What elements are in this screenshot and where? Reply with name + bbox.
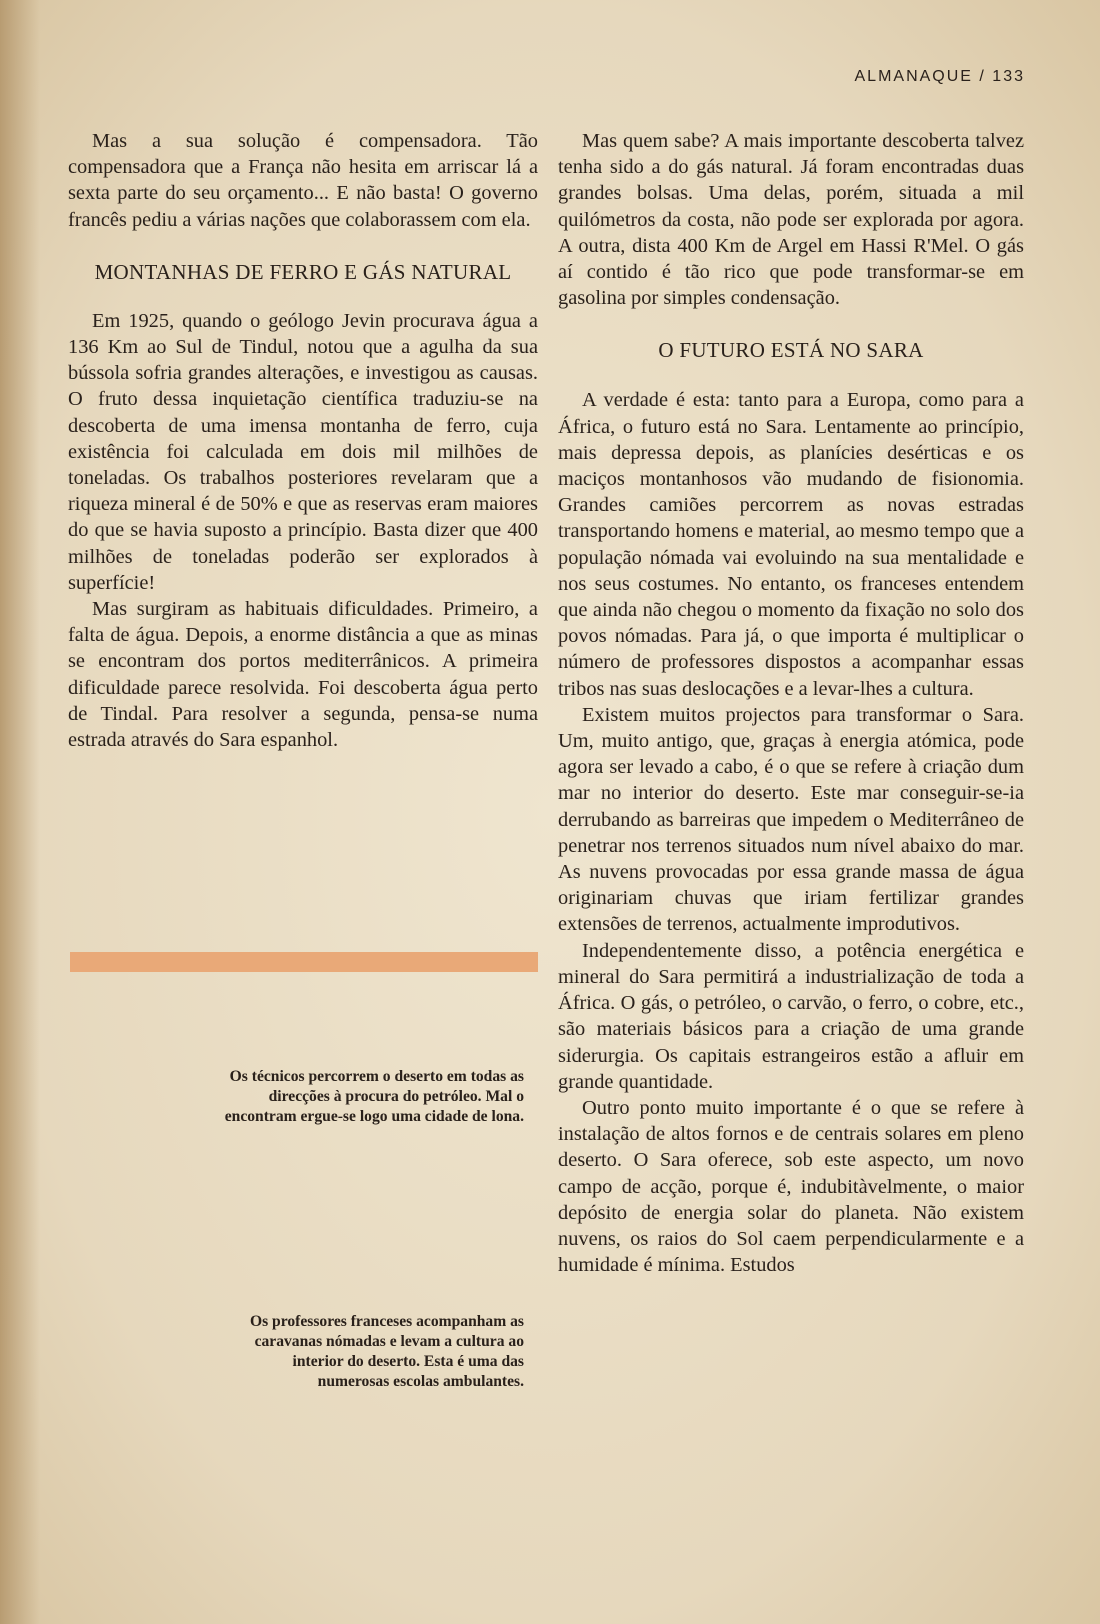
right-paragraph-5: Outro ponto muito importante é o que se refere à instalação de altos fornos e de centrais solares em pleno deserto. O Sara oferece, sob este aspecto, um novo campo de acção, porque é, indubitàvelmente, o maior depósito de energia solar do planeta. Não existem nuvens, os raios do Sol caem perpendicularmente e a humidade é mínima. Estudos bbox=[558, 1096, 1024, 1277]
left-paragraph-1: Mas a sua solução é compensadora. Tão compensadora que a França não hesita em arriscar lá a sexta parte do seu orçamento... E não basta! O governo francês pediu a várias nações que colaborassem com ela. bbox=[68, 130, 538, 231]
right-column bbox=[558, 128, 1024, 1278]
right-paragraph-3: Existem muitos projectos para transformar o Sara. Um, muito antigo, que, graças à energia atómica, pode agora ser levado a cabo, é o que se refere à criação dum mar no interior do deserto. Este mar conseguir-se-ia derrubando as barreiras que impedem o Mediterrâneo de penetrar nos terrenos situados num nível abaixo do mar. As nuvens provocadas por essa grande massa de água originariam chuvas que iriam fertilizar grandes extensões de terrenos, actualmente improdutivos. bbox=[558, 703, 1024, 936]
running-head: ALMANAQUE / 133 bbox=[854, 68, 1025, 85]
right-paragraph-4: Independentemente disso, a potência energética e mineral do Sara permitirá a industrialização de toda a África. O gás, o petróleo, o carvão, o ferro, o cobre, etc., são materiais básicos para a criação de uma grande siderurgia. Os capitais estrangeiros estão a afluir em grande quantidade. bbox=[558, 939, 1024, 1093]
left-paragraph-3: Mas surgiram as habituais dificuldades. Primeiro, a falta de água. Depois, a enorme distância a que as minas se encontram dos portos mediterrânicos. A primeira dificuldade parece resolvida. Foi descoberta água perto de Tindal. Para resolver a segunda, pensa-se numa estrada através do Sara espanhol. bbox=[68, 598, 538, 752]
section-heading-iron-gas: MONTANHAS DE FERRO E GÁS NATURAL bbox=[94, 259, 512, 284]
left-paragraph-2: Em 1925, quando o geólogo Jevin procurava água a 136 Km ao Sul de Tindul, notou que a agulha da sua bússola sofria grandes alterações, e investigou as causas. O fruto dessa inquietação científica traduziu-se na descoberta de uma imensa montanha de ferro, cuja existência foi calculada em dois mil milhões de toneladas. Os trabalhos posteriores revelaram que a riqueza mineral é de 50% e que as reservas eram maiores do que se havia suposto a princípio. Basta dizer que 400 milhões de toneladas poderão ser explorados à superfície! bbox=[68, 309, 538, 594]
photo-caption-teachers: Os professores franceses acompanham as caravanas nómadas e levam a cultura ao interior do deserto. Esta é uma das numerosas escolas ambulantes. bbox=[249, 1313, 524, 1390]
page-edge-shadow bbox=[0, 0, 40, 1624]
left-column bbox=[68, 128, 538, 753]
right-paragraph-1: Mas quem sabe? A mais importante descoberta talvez tenha sido a do gás natural. Já foram encontradas duas grandes bolsas. Uma delas, porém, situada a mil quilómetros da costa, não pode ser explorada por agora. A outra, dista 400 Km de Argel em Hassi R'Mel. O gás aí contido é tão rico que pode transformar-se em gasolina por simples condensação. bbox=[558, 130, 1024, 310]
section-heading-future: O FUTURO ESTÁ NO SARA bbox=[658, 338, 924, 363]
photo-caption-technicians: Os técnicos percorrem o deserto em todas as direcções à procura do petróleo. Mal o encontram ergue-se logo uma cidade de lona. bbox=[224, 1068, 524, 1125]
orange-divider-bar bbox=[70, 952, 538, 972]
right-paragraph-2: A verdade é esta: tanto para a Europa, como para a África, o futuro está no Sara. Lentamente ao princípio, mais depressa depois, as planícies desérticas e os maciços montanhosos vão mudando de fisionomia. Grandes camiões percorrem as novas estradas transportando homens e material, ao mesmo tempo que a população nómada vai evoluindo na sua mentalidade e nos seus costumes. No entanto, os franceses entendem que ainda não chegou o momento da fixação no solo dos povos nómadas. Para já, o que importa é multiplicar o número de professores dispostos a acompanhar essas tribos nas suas deslocações e a levar-lhes a cultura. bbox=[558, 389, 1024, 700]
